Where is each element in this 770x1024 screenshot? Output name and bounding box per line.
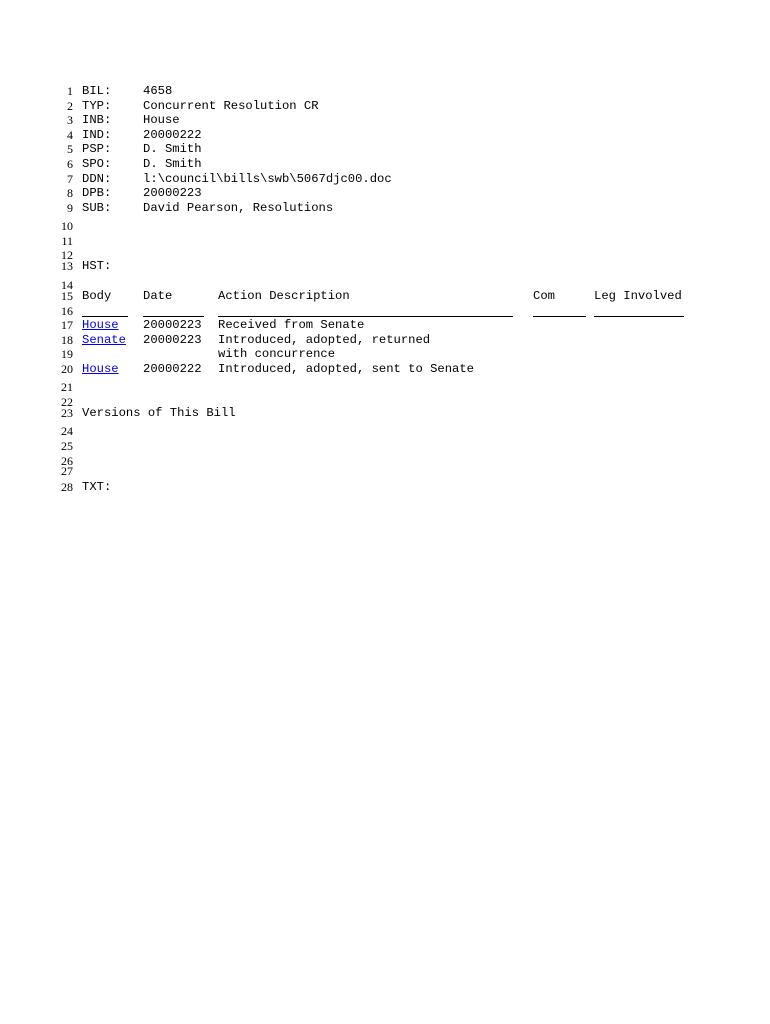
field-label-psp: PSP: <box>82 142 112 156</box>
field-label-ind: IND: <box>82 128 112 142</box>
row-action-continued: with concurrence <box>218 347 336 361</box>
line-number: 15 <box>61 289 73 303</box>
line-number: 8 <box>67 186 73 200</box>
row-date: 20000223 <box>143 318 202 332</box>
line-number: 16 <box>61 304 73 318</box>
field-label-typ: TYP: <box>82 99 112 113</box>
line-number: 20 <box>61 362 73 376</box>
row-date: 20000223 <box>143 333 202 347</box>
header-body: Body <box>82 289 112 303</box>
row-action: Introduced, adopted, sent to Senate <box>218 362 474 376</box>
text-label: TXT: <box>82 480 112 494</box>
line-number: 2 <box>67 99 73 113</box>
field-value-ddn: l:\council\bills\swb\5067djc00.doc <box>143 172 392 186</box>
versions-heading: Versions of This Bill <box>82 406 236 420</box>
line-number: 22 <box>61 395 73 409</box>
header-leg-involved: Leg Involved <box>594 289 682 303</box>
field-value-bil: 4658 <box>143 84 173 98</box>
line-number: 28 <box>61 480 73 494</box>
field-label-spo: SPO: <box>82 157 112 171</box>
line-number: 11 <box>61 234 73 248</box>
body-link-senate[interactable]: Senate <box>82 333 126 347</box>
line-number: 5 <box>67 142 73 156</box>
header-date: Date <box>143 289 173 303</box>
header-underline-date <box>143 316 204 317</box>
field-value-dpb: 20000223 <box>143 186 202 200</box>
line-number: 24 <box>61 424 73 438</box>
line-number: 27 <box>61 464 73 478</box>
header-action: Action Description <box>218 289 350 303</box>
history-label: HST: <box>82 259 112 273</box>
field-value-psp: D. Smith <box>143 142 202 156</box>
line-number: 7 <box>67 172 73 186</box>
body-link-house[interactable]: House <box>82 362 119 376</box>
field-value-ind: 20000222 <box>143 128 202 142</box>
header-underline-body <box>82 316 128 317</box>
line-number: 26 <box>61 454 73 468</box>
row-action: Introduced, adopted, returned <box>218 333 431 347</box>
header-com: Com <box>533 289 555 303</box>
line-number: 21 <box>61 380 73 394</box>
header-underline-action <box>218 316 513 317</box>
line-number: 23 <box>61 406 73 420</box>
line-number: 9 <box>67 201 73 215</box>
line-number: 19 <box>61 347 73 361</box>
line-number: 13 <box>61 259 73 273</box>
header-underline-leg <box>594 316 684 317</box>
line-number: 17 <box>61 318 73 332</box>
line-number: 10 <box>61 219 73 233</box>
field-value-spo: D. Smith <box>143 157 202 171</box>
field-value-sub: David Pearson, Resolutions <box>143 201 334 215</box>
field-label-sub: SUB: <box>82 201 112 215</box>
field-value-inb: House <box>143 113 180 127</box>
line-number: 6 <box>67 157 73 171</box>
header-underline-com <box>533 316 586 317</box>
line-number: 12 <box>61 248 73 262</box>
field-label-dpb: DPB: <box>82 186 112 200</box>
line-number: 25 <box>61 439 73 453</box>
line-number: 14 <box>61 278 73 292</box>
row-date: 20000222 <box>143 362 202 376</box>
field-label-bil: BIL: <box>82 84 112 98</box>
line-number: 18 <box>61 333 73 347</box>
row-action: Received from Senate <box>218 318 365 332</box>
field-label-ddn: DDN: <box>82 172 112 186</box>
field-label-inb: INB: <box>82 113 112 127</box>
body-link-house[interactable]: House <box>82 318 119 332</box>
line-number: 3 <box>67 113 73 127</box>
field-value-typ: Concurrent Resolution CR <box>143 99 319 113</box>
line-number: 1 <box>67 84 73 98</box>
line-number: 4 <box>67 128 73 142</box>
